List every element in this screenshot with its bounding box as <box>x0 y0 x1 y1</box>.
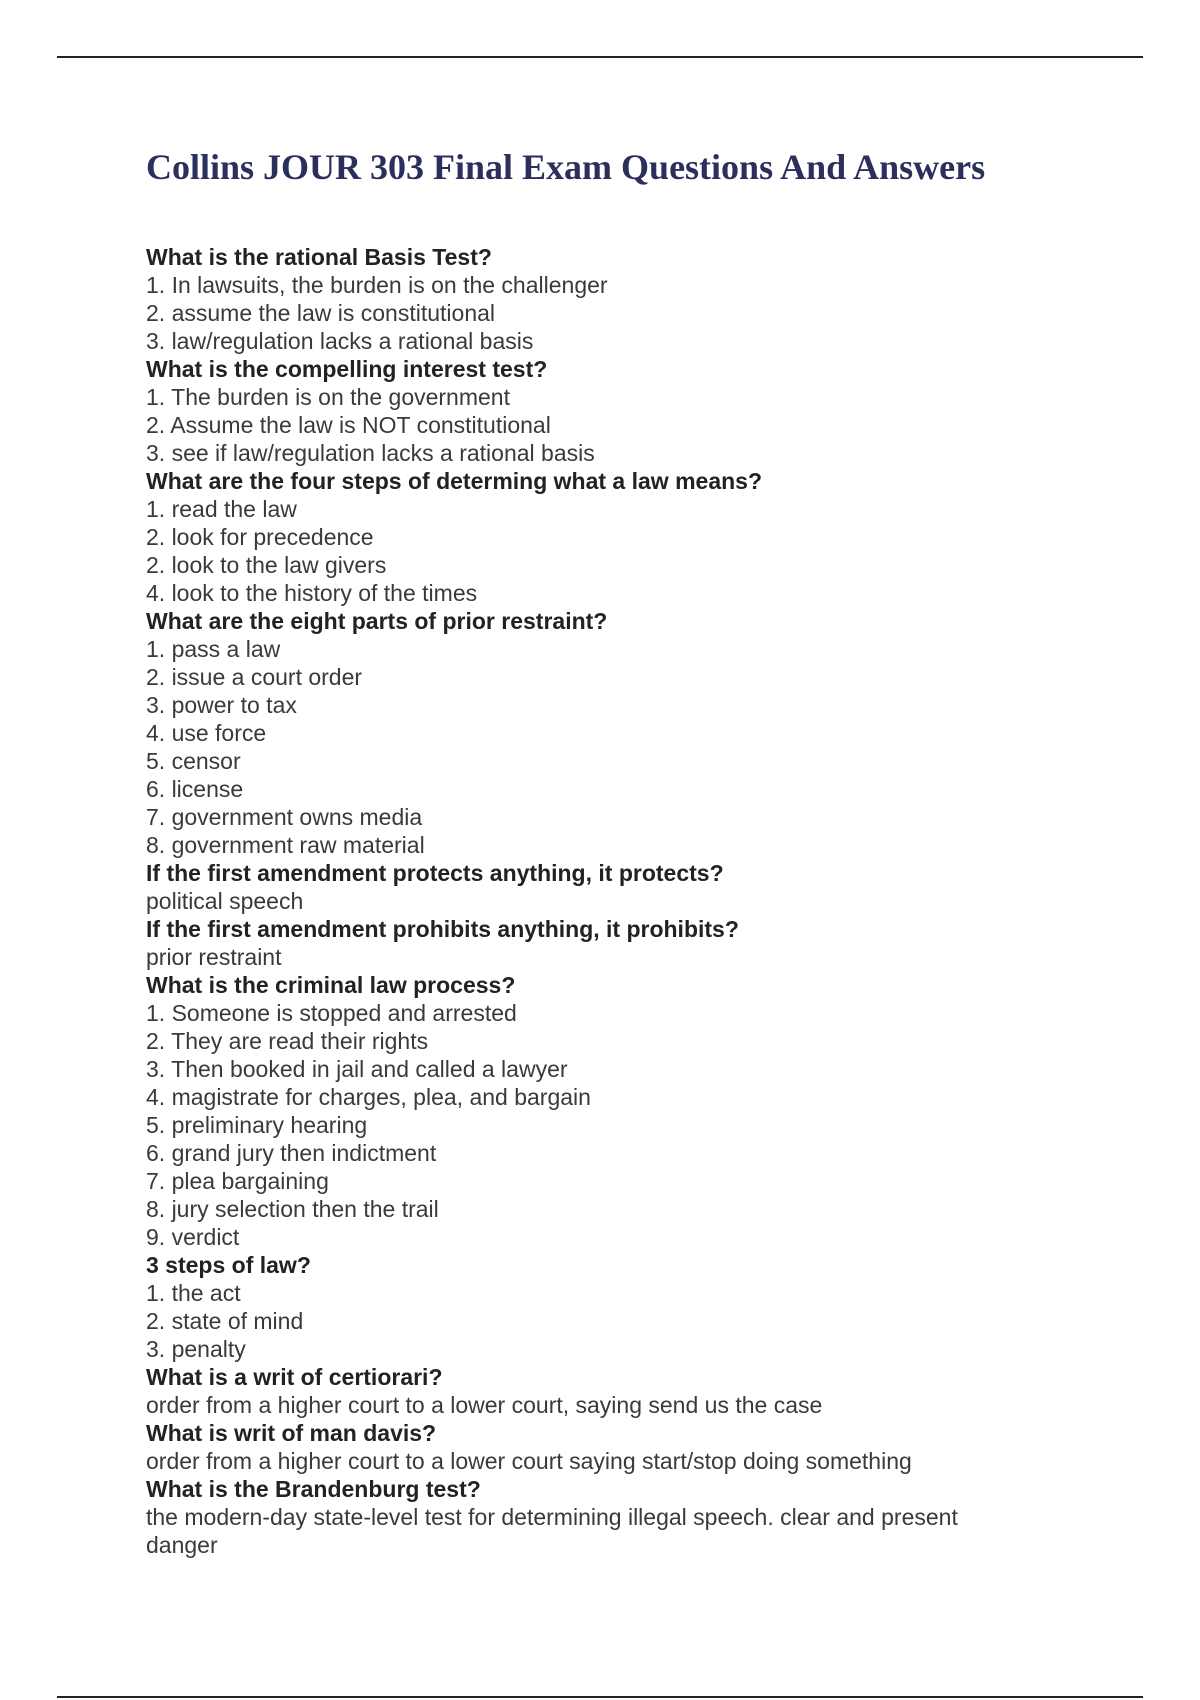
answer-line: 2. state of mind <box>146 1308 304 1334</box>
answer-line: 3. see if law/regulation lacks a rational basis <box>146 440 595 466</box>
answer-line: 1. the act <box>146 1280 241 1306</box>
answer-line: order from a higher court to a lower court saying start/stop doing something <box>146 1448 912 1474</box>
qa-item <box>146 859 1146 915</box>
qa-item <box>146 1475 1146 1559</box>
answer-line: 9. verdict <box>146 1224 240 1250</box>
answer-line: 4. look to the history of the times <box>146 580 478 606</box>
qa-item <box>146 355 1146 467</box>
answer-line: prior restraint <box>146 944 282 970</box>
answer-line: the modern-day state-level test for determining illegal speech. clear and present <box>146 1504 958 1530</box>
answer-line: 6. grand jury then indictment <box>146 1140 437 1166</box>
answer-line: 3. law/regulation lacks a rational basis <box>146 328 534 354</box>
answer-line: 2. look to the law givers <box>146 552 387 578</box>
answer-line: 2. issue a court order <box>146 664 363 690</box>
answer-line: 5. preliminary hearing <box>146 1112 368 1138</box>
answer-line: 4. magistrate for charges, plea, and bargain <box>146 1084 591 1110</box>
answer-line: 1. Someone is stopped and arrested <box>146 1000 517 1026</box>
answer-line: 7. government owns media <box>146 804 423 830</box>
answer-line: 3. Then booked in jail and called a lawyer <box>146 1056 568 1082</box>
header-rule <box>57 56 1143 58</box>
answer-line: 5. censor <box>146 748 241 774</box>
qa-item <box>146 467 1146 607</box>
question-text: If the first amendment protects anything, it protects? <box>146 860 724 886</box>
answer-line: order from a higher court to a lower court, saying send us the case <box>146 1392 823 1418</box>
question-text: If the first amendment prohibits anything, it prohibits? <box>146 916 739 942</box>
answer-line: 8. jury selection then the trail <box>146 1196 439 1222</box>
answer-line: 6. license <box>146 776 244 802</box>
answer-line: 2. They are read their rights <box>146 1028 429 1054</box>
answer-line: 3. penalty <box>146 1336 246 1362</box>
qa-list <box>146 243 1146 1559</box>
question-text: What is the Brandenburg test? <box>146 1476 481 1502</box>
question-text: What is the criminal law process? <box>146 972 516 998</box>
qa-item <box>146 971 1146 1251</box>
qa-item <box>146 1363 1146 1419</box>
question-text: 3 steps of law? <box>146 1252 311 1278</box>
qa-item <box>146 1419 1146 1475</box>
answer-line: 4. use force <box>146 720 267 746</box>
answer-line: 1. pass a law <box>146 636 281 662</box>
answer-line: 8. government raw material <box>146 832 425 858</box>
answer-line: political speech <box>146 888 304 914</box>
question-text: What is a writ of certiorari? <box>146 1364 443 1390</box>
page-title: Collins JOUR 303 Final Exam Questions And Answers <box>146 147 986 187</box>
question-text: What are the four steps of determing what a law means? <box>146 468 763 494</box>
qa-item <box>146 1251 1146 1363</box>
answer-line: 3. power to tax <box>146 692 297 718</box>
question-text: What is the rational Basis Test? <box>146 244 492 270</box>
qa-item <box>146 915 1146 971</box>
answer-line: 7. plea bargaining <box>146 1168 329 1194</box>
qa-item <box>146 243 1146 355</box>
answer-line: 1. In lawsuits, the burden is on the challenger <box>146 272 608 298</box>
answer-line: 1. The burden is on the government <box>146 384 510 410</box>
question-text: What is the compelling interest test? <box>146 356 548 382</box>
question-text: What are the eight parts of prior restraint? <box>146 608 608 634</box>
footer-rule <box>57 1696 1143 1698</box>
answer-line: 2. look for precedence <box>146 524 374 550</box>
answer-line: 1. read the law <box>146 496 297 522</box>
qa-item <box>146 607 1146 859</box>
question-text: What is writ of man davis? <box>146 1420 437 1446</box>
answer-line: danger <box>146 1532 218 1558</box>
answer-line: 2. Assume the law is NOT constitutional <box>146 412 551 438</box>
answer-line: 2. assume the law is constitutional <box>146 300 496 326</box>
